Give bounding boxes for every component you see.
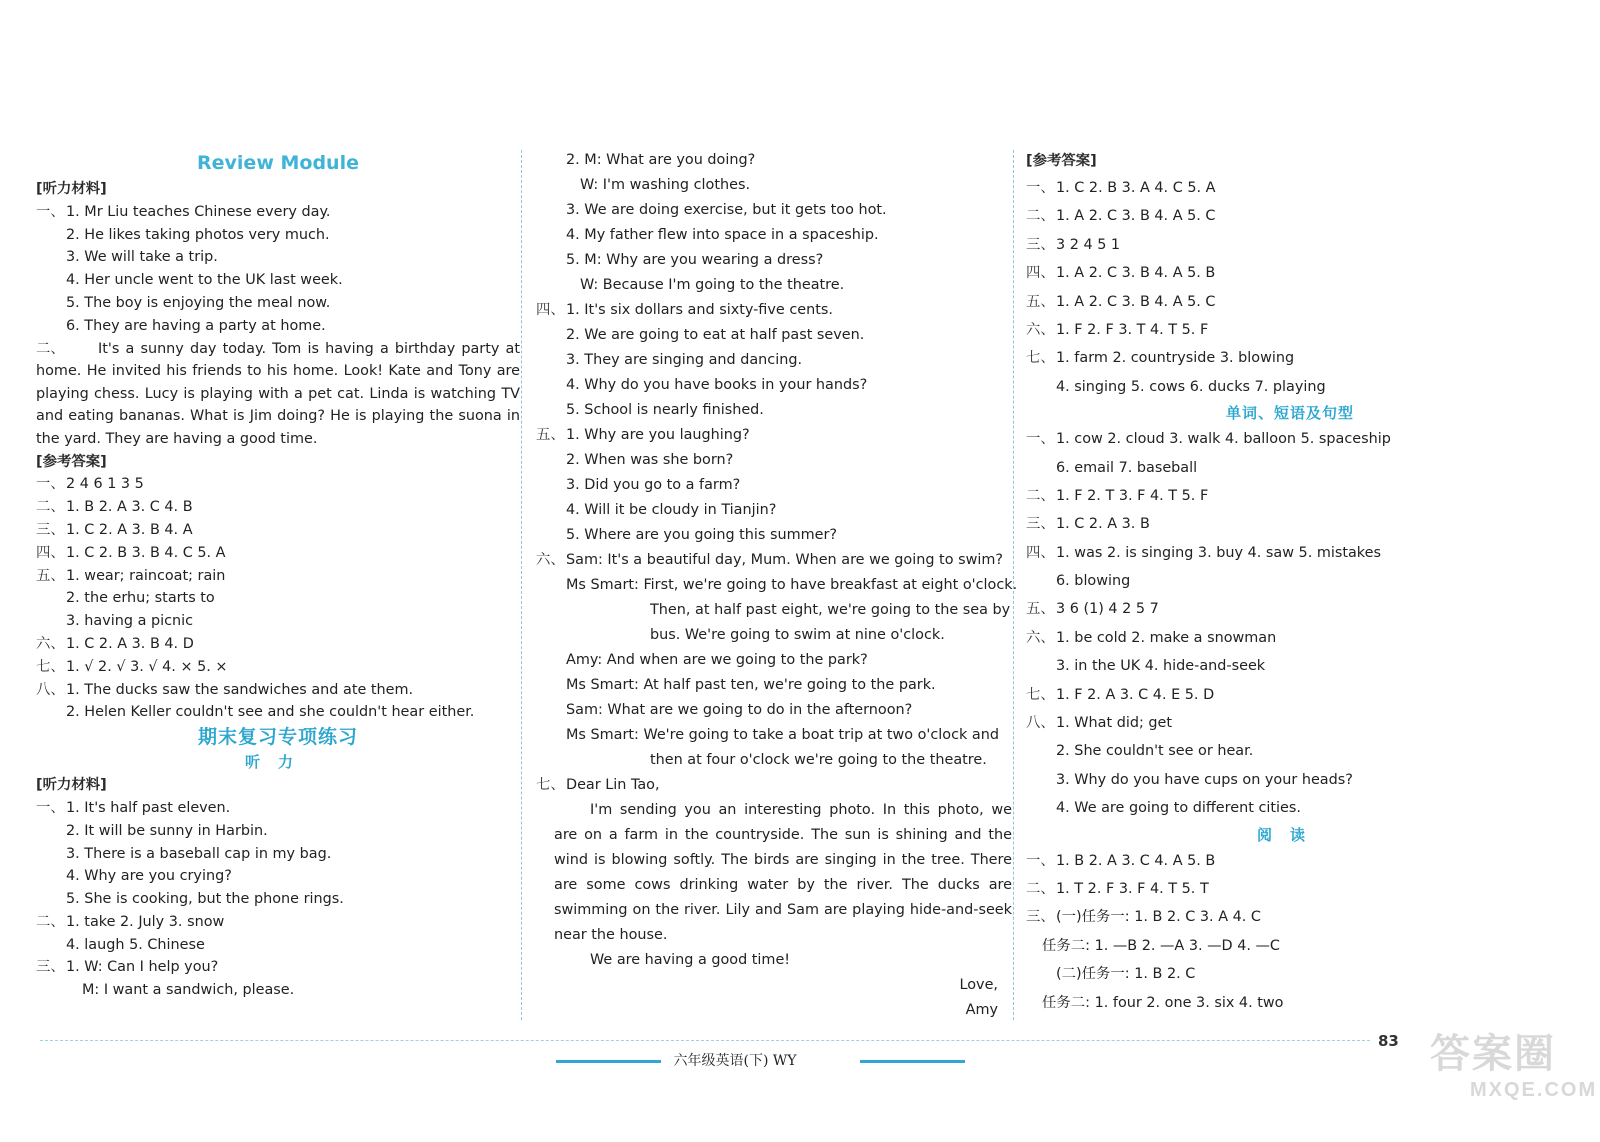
dialogue-line xyxy=(536,298,1012,323)
answer-line-text: 3 6 (1) 4 2 5 7 xyxy=(1056,601,1159,618)
listening-line xyxy=(36,934,520,957)
answers-list-right-1 xyxy=(1026,174,1554,401)
dialogue-line-text: 2. M: What are you doing? xyxy=(566,152,756,168)
answer-line-text: 1. A 2. C 3. B 4. A 5. B xyxy=(1056,265,1216,282)
answers-list-right-3 xyxy=(1026,847,1554,1017)
listening-line xyxy=(36,820,520,843)
answer-line xyxy=(1026,231,1554,259)
answer-line xyxy=(36,587,520,610)
listening-line xyxy=(36,956,520,979)
dialogue-line xyxy=(536,673,1012,698)
answer-line-text: 4. We are going to different cities. xyxy=(1056,800,1301,817)
dialogue-line xyxy=(536,723,1012,748)
answer-line-text: 3 2 4 5 1 xyxy=(1056,236,1121,253)
answer-line-text: 1. A 2. C 3. B 4. A 5. C xyxy=(1056,208,1216,225)
letter-sign-name: Amy xyxy=(965,1002,998,1018)
listening-line-text: 1. W: Can I help you? xyxy=(66,959,219,976)
dialogue-line xyxy=(536,623,1012,648)
answer-line xyxy=(1026,932,1554,960)
answer-line xyxy=(1026,425,1554,453)
answer-line xyxy=(1026,652,1554,680)
listening-line-text: 6. They are having a party at home. xyxy=(66,317,326,334)
answers-list-1 xyxy=(36,473,520,724)
dialogue-line-text: 3. Did you go to a farm? xyxy=(566,477,741,493)
answer-line-marker: 四、 xyxy=(36,544,65,561)
answer-line-text: 1. √ 2. √ 3. √ 4. × 5. × xyxy=(66,658,228,675)
dialogue-line-marker: 七、 xyxy=(536,777,565,793)
answer-line-text: 1. farm 2. countryside 3. blowing xyxy=(1056,350,1295,367)
dialogue-line-text: W: I'm washing clothes. xyxy=(580,177,751,193)
listening-line xyxy=(36,797,520,820)
listening-line xyxy=(36,888,520,911)
answer-line-marker: 八、 xyxy=(1026,715,1055,732)
listening-line xyxy=(36,224,520,247)
dialogue-line xyxy=(536,223,1012,248)
dialogue-line xyxy=(536,448,1012,473)
answer-line-marker: 一、 xyxy=(1026,852,1055,869)
listening-line-text: 1. take 2. July 3. snow xyxy=(66,913,225,930)
dialogue-line-text: Dear Lin Tao, xyxy=(566,777,660,793)
dialogue-line xyxy=(536,773,1012,798)
answer-line xyxy=(36,679,520,702)
dialogue-line-text: Ms Smart: At half past ten, we're going to the park. xyxy=(566,677,936,693)
answer-line xyxy=(1026,989,1554,1017)
dialogue-line xyxy=(536,198,1012,223)
column-divider xyxy=(521,150,522,1020)
answer-line-text: 1. cow 2. cloud 3. walk 4. balloon 5. spaceship xyxy=(1056,431,1391,448)
answer-line-marker: 六、 xyxy=(1026,629,1055,646)
dialogue-line xyxy=(536,548,1012,573)
answer-line-marker: 三、 xyxy=(1026,516,1055,533)
answer-line-marker: 二、 xyxy=(1026,880,1055,897)
answer-line xyxy=(1026,847,1554,875)
answer-line-text: 1. C 2. A 3. B 4. D xyxy=(66,635,194,652)
listening-line-text: 3. There is a baseball cap in my bag. xyxy=(66,845,332,862)
letter-closing: We are having a good time! xyxy=(590,952,791,968)
answer-line xyxy=(36,633,520,656)
dialogue-line-text: Then, at half past eight, we're going to the sea by xyxy=(650,602,1011,618)
dialogue-line-text: 4. Will it be cloudy in Tianjin? xyxy=(566,502,777,518)
dialogue-line xyxy=(536,148,1012,173)
dialogue-line-text: 3. We are doing exercise, but it gets too hot. xyxy=(566,202,887,218)
dialogue-line xyxy=(536,173,1012,198)
reading-title: 阅读 xyxy=(1256,825,1323,844)
letter-body: I'm sending you an interesting photo. In this photo, we are on a farm in the countryside. The sun is shining and the wind is blowing softly. The birds are singing in the tree. There are some cows drinking water by the river. The ducks are swimming on the river. Lily and Sam are playing hide-and-seek near the house. xyxy=(554,802,1012,943)
answer-line-text: 1. F 2. T 3. F 4. T 5. F xyxy=(1056,487,1209,504)
answer-line xyxy=(1026,482,1554,510)
column-right xyxy=(1026,148,1554,1017)
dialogue-line-text: 1. It's six dollars and sixty-five cents. xyxy=(566,302,833,318)
answer-line xyxy=(1026,875,1554,903)
dialogue-line xyxy=(536,398,1012,423)
answer-line-text: 1. B 2. A 3. C 4. A 5. B xyxy=(1056,852,1216,869)
answer-line xyxy=(36,473,520,496)
answer-line-text: 6. email 7. baseball xyxy=(1056,459,1198,476)
answer-line xyxy=(1026,539,1554,567)
answer-line-marker: 二、 xyxy=(1026,487,1055,504)
answer-line-text: 3. in the UK 4. hide-and-seek xyxy=(1056,658,1266,675)
dialogue-line xyxy=(536,648,1012,673)
dialogue-line xyxy=(536,348,1012,373)
listening-subtitle: 听力 xyxy=(244,753,311,772)
answer-line-text: 1. C 2. A 3. B xyxy=(1056,516,1150,533)
answer-line xyxy=(1026,288,1554,316)
answer-line-text: 2. She couldn't see or hear. xyxy=(1056,743,1254,760)
answer-line xyxy=(1026,259,1554,287)
listening-line-text: 1. Mr Liu teaches Chinese every day. xyxy=(66,203,331,220)
answer-line-marker: 七、 xyxy=(36,658,65,675)
column-divider-2 xyxy=(1013,150,1014,1020)
dialogue-line-text: 2. We are going to eat at half past seven. xyxy=(566,327,865,343)
dialogue-line-text: Ms Smart: First, we're going to have breakfast at eight o'clock. xyxy=(566,577,1018,593)
footer-bar-right xyxy=(860,1060,965,1063)
listening-line-text: M: I want a sandwich, please. xyxy=(82,982,295,999)
listening-line-text: 2. It will be sunny in Harbin. xyxy=(66,822,268,839)
answer-line xyxy=(1026,794,1554,822)
answer-line-text: 1. wear; raincoat; rain xyxy=(66,567,226,584)
answer-line-text: 1. B 2. A 3. C 4. B xyxy=(66,499,193,516)
answer-line-marker: 七、 xyxy=(1026,350,1055,367)
listening-line-marker: 三、 xyxy=(36,959,65,976)
listening-line-text: 4. Her uncle went to the UK last week. xyxy=(66,272,343,289)
listening-line-text: 4. Why are you crying? xyxy=(66,868,232,885)
dialogue-line-text: then at four o'clock we're going to the theatre. xyxy=(650,752,987,768)
answer-line xyxy=(1026,681,1554,709)
listening-line xyxy=(36,201,520,224)
listening-line-marker: 一、 xyxy=(36,799,65,816)
listening-material-label-2: [ 听力材料 ] xyxy=(36,774,520,797)
dialogue-line-marker: 四、 xyxy=(536,302,565,318)
answer-line-marker: 三、 xyxy=(1026,236,1055,253)
dialogue-line xyxy=(536,523,1012,548)
answer-line-text: 1. The ducks saw the sandwiches and ate them. xyxy=(66,681,414,698)
dialogue-line-text: 4. Why do you have books in your hands? xyxy=(566,377,868,393)
answer-line xyxy=(1026,624,1554,652)
dialogue-line xyxy=(536,748,1012,773)
answers-label-right: [ 参考答案 ] xyxy=(1026,148,1554,174)
footer-divider xyxy=(40,1040,1370,1041)
listening-line-text: 1. It's half past eleven. xyxy=(66,799,231,816)
answer-line-marker: 六、 xyxy=(1026,321,1055,338)
answer-line xyxy=(1026,373,1554,401)
dialogue-line-text: 5. School is nearly finished. xyxy=(566,402,764,418)
listening-line-text: 3. We will take a trip. xyxy=(66,249,218,266)
dialogue-line-text: Ms Smart: We're going to take a boat trip at two o'clock and xyxy=(566,727,999,743)
answer-line xyxy=(36,610,520,633)
dialogue-line-text: bus. We're going to swim at nine o'clock. xyxy=(650,627,945,643)
answer-line xyxy=(36,701,520,724)
answer-line-text: (二)任务一: 1. B 2. C xyxy=(1056,966,1196,983)
listening-line xyxy=(36,979,520,1002)
dialogue-line-text: 2. When was she born? xyxy=(566,452,734,468)
column-middle xyxy=(536,148,1018,1023)
answer-line-marker: 五、 xyxy=(1026,601,1055,618)
listening-line-text: 5. The boy is enjoying the meal now. xyxy=(66,294,331,311)
page-number: 83 xyxy=(1378,1032,1399,1050)
dialogue-line xyxy=(536,248,1012,273)
answer-line-marker: 二、 xyxy=(1026,208,1055,225)
answer-line-text: 2 4 6 1 3 5 xyxy=(66,476,144,493)
column-left xyxy=(36,148,520,1002)
answer-line-text: 2. the erhu; starts to xyxy=(66,590,215,607)
answer-line-text: 4. singing 5. cows 6. ducks 7. playing xyxy=(1056,378,1326,395)
listening-line xyxy=(36,269,520,292)
answer-line-text: 1. be cold 2. make a snowman xyxy=(1056,629,1277,646)
dialogue-line xyxy=(536,273,1012,298)
answer-line-marker: 二、 xyxy=(36,499,65,516)
section-title: 期末复习专项练习 xyxy=(197,726,358,749)
answer-line xyxy=(1026,960,1554,988)
answer-line-text: 1. C 2. B 3. B 4. C 5. A xyxy=(66,544,226,561)
answer-line-text: 任务二: 1. four 2. one 3. six 4. two xyxy=(1042,994,1284,1011)
answer-line-text: 1. What did; get xyxy=(1056,715,1173,732)
dialogue-line-text: W: Because I'm going to the theatre. xyxy=(580,277,845,293)
answer-line-text: 1. was 2. is singing 3. buy 4. saw 5. mistakes xyxy=(1056,544,1381,561)
dialogue-line-text: Sam: What are we going to do in the afternoon? xyxy=(566,702,913,718)
letter-sign-love: Love, xyxy=(959,977,998,993)
dialogue-line xyxy=(536,373,1012,398)
passage-er: 二、 It's a sunny day today. Tom is having a birthday party at home. He invited his friends to his home. Look! Kate and Tony are playing chess. Lucy is playing with a pet cat. Linda is watching TV and eating bananas. What is Jim doing? He is playing the suona in the yard. They are having a good time. xyxy=(36,340,520,447)
answer-line-marker: 三、 xyxy=(36,521,65,538)
module-title: Review Module xyxy=(197,152,359,174)
answer-line xyxy=(36,496,520,519)
dialogue-line-text: Sam: It's a beautiful day, Mum. When are we going to swim? xyxy=(566,552,1004,568)
answer-line xyxy=(1026,202,1554,230)
listening-line xyxy=(36,315,520,338)
answer-line-text: 1. F 2. F 3. T 4. T 5. F xyxy=(1056,321,1209,338)
dialogue-line xyxy=(536,698,1012,723)
listening-list-1 xyxy=(36,201,520,338)
listening-line-text: 5. She is cooking, but the phone rings. xyxy=(66,891,344,908)
vocab-title: 单词、短语及句型 xyxy=(1225,404,1354,423)
answer-line xyxy=(1026,903,1554,931)
listening-line xyxy=(36,865,520,888)
answer-line-marker: 七、 xyxy=(1026,686,1055,703)
dialogue-line-text: 5. M: Why are you wearing a dress? xyxy=(566,252,824,268)
answer-line-text: 1. F 2. A 3. C 4. E 5. D xyxy=(1056,686,1215,703)
answer-line xyxy=(1026,567,1554,595)
answer-line-text: 3. Why do you have cups on your heads? xyxy=(1056,771,1353,788)
dialogue-line-text: 3. They are singing and dancing. xyxy=(566,352,803,368)
answer-line xyxy=(1026,510,1554,538)
answer-line xyxy=(1026,737,1554,765)
footer-book-title: 六年级英语(下) WY xyxy=(673,1053,797,1069)
answer-line xyxy=(1026,344,1554,372)
answer-line xyxy=(1026,709,1554,737)
answer-line xyxy=(1026,174,1554,202)
answer-line-marker: 一、 xyxy=(36,476,65,493)
answers-list-right-2 xyxy=(1026,425,1554,822)
answer-line-text: 任务二: 1. —B 2. —A 3. —D 4. —C xyxy=(1042,937,1280,954)
dialogue-list xyxy=(536,148,1018,798)
listening-line xyxy=(36,843,520,866)
answer-line-marker: 一、 xyxy=(1026,431,1055,448)
answer-line-marker: 四、 xyxy=(1026,265,1055,282)
listening-list-2 xyxy=(36,797,520,1002)
answer-line-text: 2. Helen Keller couldn't see and she couldn't hear either. xyxy=(66,704,475,721)
answer-line-marker: 六、 xyxy=(36,635,65,652)
answer-line-marker: 八、 xyxy=(36,681,65,698)
dialogue-line xyxy=(536,423,1012,448)
listening-line-text: 2. He likes taking photos very much. xyxy=(66,226,330,243)
answer-line-marker: 五、 xyxy=(1026,293,1055,310)
answer-line xyxy=(36,656,520,679)
answer-line xyxy=(1026,766,1554,794)
answer-line-text: 6. blowing xyxy=(1056,573,1131,590)
answer-line-text: 1. A 2. C 3. B 4. A 5. C xyxy=(1056,293,1216,310)
answer-line-text: 1. T 2. F 3. F 4. T 5. T xyxy=(1056,880,1209,897)
watermark-logo: 答案圈 MXQE.COM xyxy=(1430,1032,1598,1101)
answer-line-text: 3. having a picnic xyxy=(66,613,194,630)
answer-line xyxy=(1026,595,1554,623)
listening-material-label: [ 听力材料 ] xyxy=(36,178,520,201)
dialogue-line-marker: 六、 xyxy=(536,552,565,568)
dialogue-line-text: Amy: And when are we going to the park? xyxy=(566,652,868,668)
listening-line xyxy=(36,911,520,934)
answer-line xyxy=(1026,454,1554,482)
listening-line-marker: 二、 xyxy=(36,913,65,930)
answers-label: [ 参考答案 ] xyxy=(36,451,520,474)
answer-line-text: 1. C 2. A 3. B 4. A xyxy=(66,521,193,538)
answer-line xyxy=(36,565,520,588)
answer-line-marker: 一、 xyxy=(1026,180,1055,196)
answer-line xyxy=(36,542,520,565)
dialogue-line-marker: 五、 xyxy=(536,427,565,443)
dialogue-line xyxy=(536,598,1012,623)
dialogue-line-text: 5. Where are you going this summer? xyxy=(566,527,838,543)
answer-line-marker: 四、 xyxy=(1026,544,1055,561)
answer-line-text: (一)任务一: 1. B 2. C 3. A 4. C xyxy=(1056,909,1261,926)
listening-line xyxy=(36,292,520,315)
dialogue-line-text: 4. My father flew into space in a spaceship. xyxy=(566,227,879,243)
answer-line-marker: 五、 xyxy=(36,567,65,584)
dialogue-line xyxy=(536,323,1012,348)
dialogue-line xyxy=(536,473,1012,498)
answer-line-text: 1. C 2. B 3. A 4. C 5. A xyxy=(1056,180,1216,196)
listening-line-marker: 一、 xyxy=(36,203,65,220)
answer-line-marker: 三、 xyxy=(1026,909,1055,926)
answer-line xyxy=(36,519,520,542)
answer-line xyxy=(1026,316,1554,344)
dialogue-line-text: 1. Why are you laughing? xyxy=(566,427,750,443)
dialogue-line xyxy=(536,573,1018,598)
listening-line-text: 4. laugh 5. Chinese xyxy=(66,936,205,953)
listening-line xyxy=(36,246,520,269)
dialogue-line xyxy=(536,498,1012,523)
